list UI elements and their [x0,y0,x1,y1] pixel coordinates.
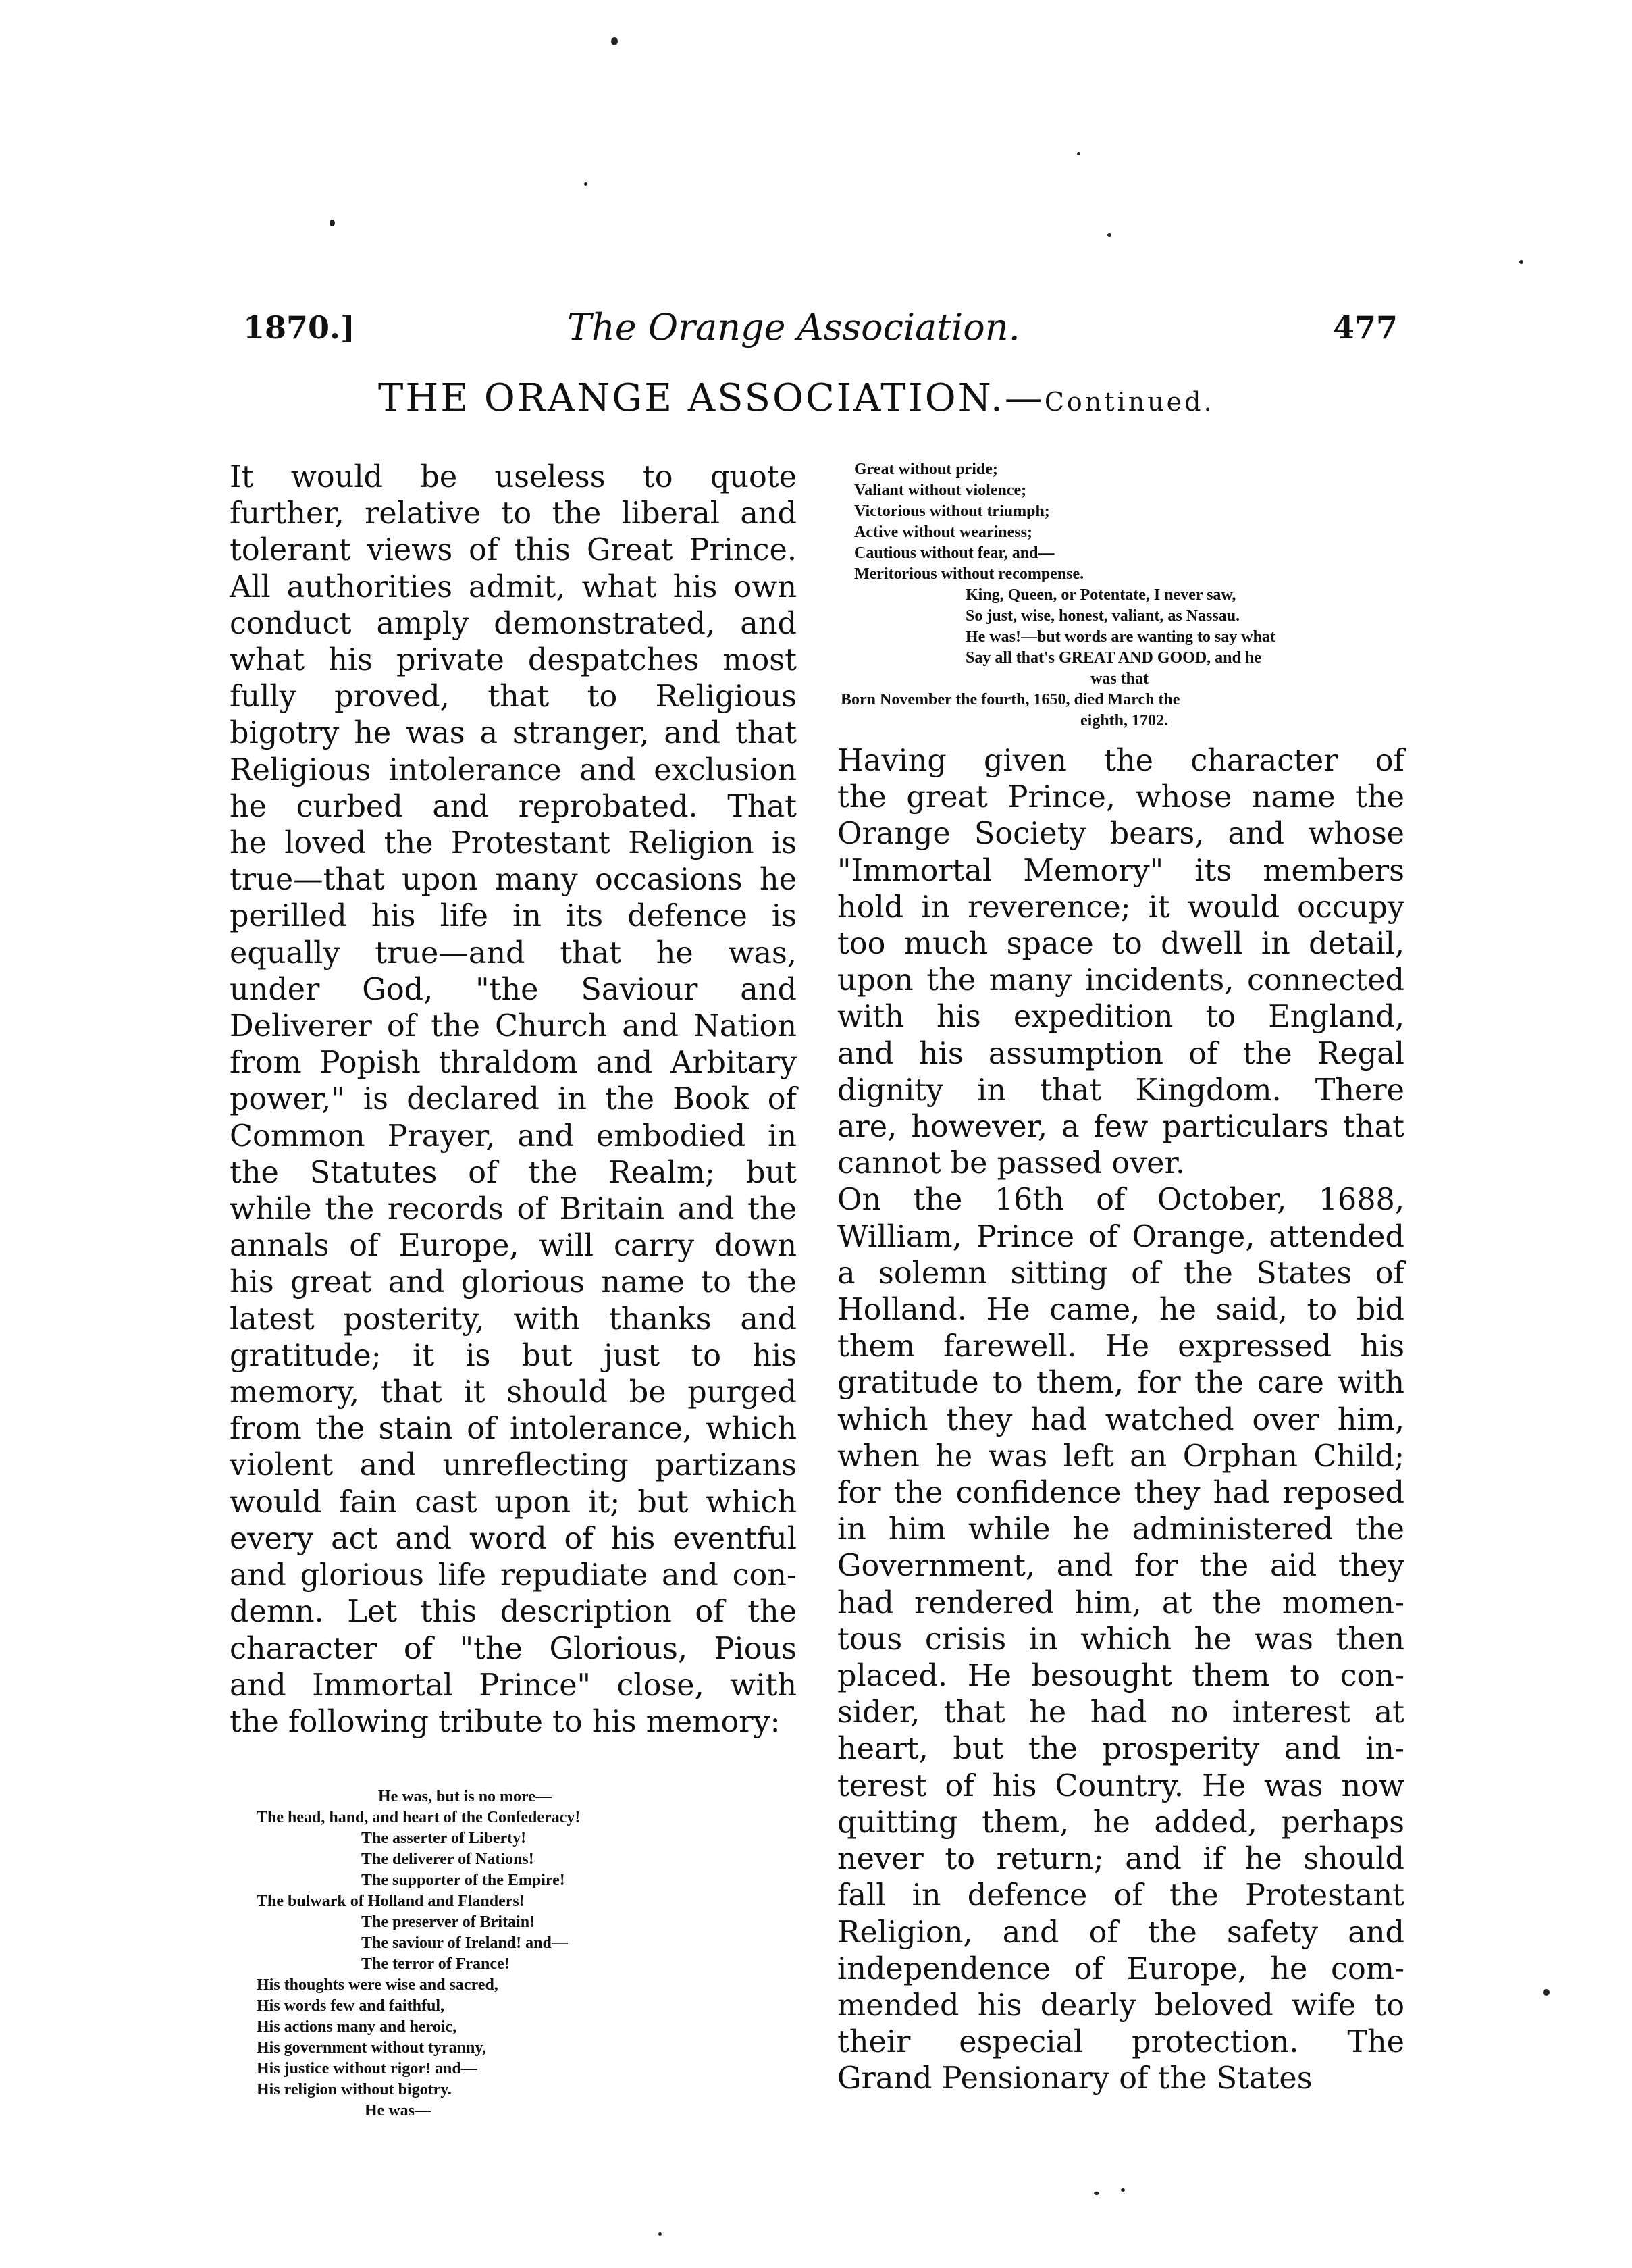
text-line: mended his dearly beloved wife to [837,1988,1404,2023]
text-line: Deliverer of the Church and Nation [230,1009,797,1044]
scan-speck [1094,2192,1099,2195]
text-line: from Popish thraldom and Arbitary [230,1046,797,1081]
scan-speck [1107,233,1111,237]
right-column [837,743,1404,2098]
text-line: power," is declared in the Book of [230,1082,797,1117]
text-line: gratitude; it is but just to his [230,1338,797,1373]
article-title [378,375,1256,426]
text-line: what his private despatches most [230,643,797,678]
verse-line: The supporter of the Empire! [361,1872,565,1889]
text-line: character of "the Glorious, Pious [230,1631,797,1666]
text-line: are, however, a few particulars that [837,1110,1404,1145]
verse-line: Meritorious without recompense. [854,565,1084,583]
scan-speck [1519,260,1523,264]
text-line: them farewell. He expressed his [837,1329,1404,1364]
scan-speck [658,2232,662,2236]
verse-line: eighth, 1702. [1080,712,1169,729]
text-line: equally true—and that he was, [230,935,797,971]
text-line: gratitude to them, for the care with [837,1366,1404,1401]
verse-line: Victorious without triumph; [854,502,1050,520]
article-title-continued: Continued. [1044,387,1215,417]
verse-line: So just, wise, honest, valiant, as Nassau. [966,607,1240,625]
verse-line: His government without tyranny, [257,2039,487,2057]
text-line: Holland. He came, he said, to bid [837,1293,1404,1328]
text-line: under God, "the Saviour and [230,972,797,1007]
text-line: memory, that it should be purged [230,1375,797,1410]
text-line: William, Prince of Orange, attended [837,1219,1404,1254]
text-line: too much space to dwell in detail, [837,927,1404,962]
left-column [230,459,797,1741]
text-line: which they had watched over him, [837,1402,1404,1437]
text-line: in him while he administered the [837,1512,1404,1547]
text-line: further, relative to the liberal and [230,496,797,532]
text-line: cannot be passed over. [837,1146,1186,1181]
text-line: had rendered him, at the momen- [837,1585,1404,1620]
verse-line: His justice without rigor! and— [257,2060,477,2078]
text-line: fully proved, that to Religious [230,679,797,715]
scan-speck [611,37,618,45]
tribute-verse-right [841,459,1408,731]
verse-line: The preserver of Britain! [361,1913,535,1931]
verse-line: was that [1090,670,1149,688]
text-line: tolerant views of this Great Prince. [230,533,797,568]
verse-line: His thoughts were wise and sacred, [257,1976,498,1994]
text-line: when he was left an Orphan Child; [837,1439,1404,1474]
verse-line: King, Queen, or Potentate, I never saw, [966,586,1236,604]
verse-line: Born November the fourth, 1650, died March the [841,691,1180,708]
verse-line: The asserter of Liberty! [361,1830,527,1847]
text-line: Grand Pensionary of the States [837,2061,1313,2096]
text-line: independence of Europe, he com- [837,1951,1404,1986]
text-line: he loved the Protestant Religion is [230,826,797,861]
text-line: every act and word of his eventful [230,1521,797,1556]
text-line: his great and glorious name to the [230,1265,797,1300]
text-line: upon the many incidents, connected [837,963,1404,998]
text-line: "Immortal Memory" its members [837,853,1404,888]
text-line: their especial protection. The [837,2025,1404,2060]
text-line: Religion, and of the safety and [837,1915,1404,1950]
text-line: conduct amply demonstrated, and [230,606,797,641]
verse-line: The saviour of Ireland! and— [361,1934,568,1952]
text-line: a solemn sitting of the States of [837,1256,1404,1291]
text-line: dignity in that Kingdom. There [837,1073,1404,1108]
text-line: would fain cast upon it; but which [230,1485,797,1520]
text-line: demn. Let this description of the [230,1595,797,1630]
verse-line: He was— [365,2102,431,2119]
verse-line: The bulwark of Holland and Flanders! [257,1892,525,1910]
text-line: violent and unreflecting partizans [230,1448,797,1483]
text-line: bigotry he was a stranger, and that [230,716,797,751]
text-line: Government, and for the aid they [837,1549,1404,1584]
text-line: latest posterity, with thanks and [230,1301,797,1337]
text-line: hold in reverence; it would occupy [837,890,1404,925]
scan-speck [1077,152,1080,155]
text-line: Orange Society bears, and whose [837,817,1404,852]
text-line: from the stain of intolerance, which [230,1412,797,1447]
article-title-main: THE ORANGE ASSOCIATION.— [378,376,1045,420]
text-line: heart, but the prosperity and in- [837,1732,1404,1767]
text-line: while the records of Britain and the [230,1192,797,1227]
text-line: and Immortal Prince" close, with [230,1668,797,1703]
verse-line: He was!—but words are wanting to say what [966,628,1275,646]
text-line: perilled his life in its defence is [230,899,797,934]
text-line: and his assumption of the Regal [837,1036,1404,1071]
verse-line: His words few and faithful, [257,1997,445,2015]
scan-speck [330,220,335,226]
page-number: 477 [1332,309,1398,346]
verse-line: The head, hand, and heart of the Confederacy! [257,1809,581,1826]
text-line: quitting them, he added, perhaps [837,1805,1404,1840]
tribute-verse-left [257,1786,810,2121]
text-line: with his expedition to England, [837,1000,1404,1035]
text-line: the Statutes of the Realm; but [230,1155,797,1190]
verse-line: His religion without bigotry. [257,2081,452,2098]
text-line: On the 16th of October, 1688, [837,1183,1404,1218]
running-head [243,307,1398,355]
text-line: terest of his Country. He was now [837,1768,1404,1803]
scan-speck [584,182,587,186]
text-line: true—that upon many occasions he [230,862,797,898]
text-line: Religious intolerance and exclusion [230,752,797,788]
text-line: fall in defence of the Protestant [837,1878,1404,1913]
text-line: the great Prince, whose name the [837,780,1404,815]
text-line: Having given the character of [837,744,1404,778]
verse-line: Cautious without fear, and— [854,544,1055,562]
text-line: never to return; and if he should [837,1842,1404,1877]
verse-line: Valiant without violence; [854,482,1027,499]
text-line: the following tribute to his memory: [230,1704,781,1739]
scan-speck [1543,1989,1550,1996]
text-line: for the confidence they had reposed [837,1476,1404,1511]
verse-line: Active without weariness; [854,523,1032,541]
verse-line: His actions many and heroic, [257,2018,457,2036]
verse-line: Great without pride; [854,461,998,478]
verse-line: The terror of France! [361,1955,510,1973]
verse-line: He was, but is no more— [378,1788,552,1805]
text-line: tous crisis in which he was then [837,1622,1404,1657]
text-line: It would be useless to quote [230,460,797,494]
text-line: and glorious life repudiate and con- [230,1558,797,1593]
text-line: Common Prayer, and embodied in [230,1118,797,1154]
text-line: he curbed and reprobated. That [230,789,797,824]
verse-line: Say all that's GREAT AND GOOD, and he [966,649,1261,667]
text-line: annals of Europe, will carry down [230,1229,797,1264]
text-line: placed. He besought them to con- [837,1659,1404,1694]
verse-line: The deliverer of Nations! [361,1851,534,1868]
text-line: sider, that he had no interest at [837,1695,1404,1730]
scan-speck [1121,2188,1125,2192]
running-head-year: 1870.] [243,309,355,346]
text-line: All authorities admit, what his own [230,569,797,604]
running-head-title: The Orange Association. [567,306,1020,349]
